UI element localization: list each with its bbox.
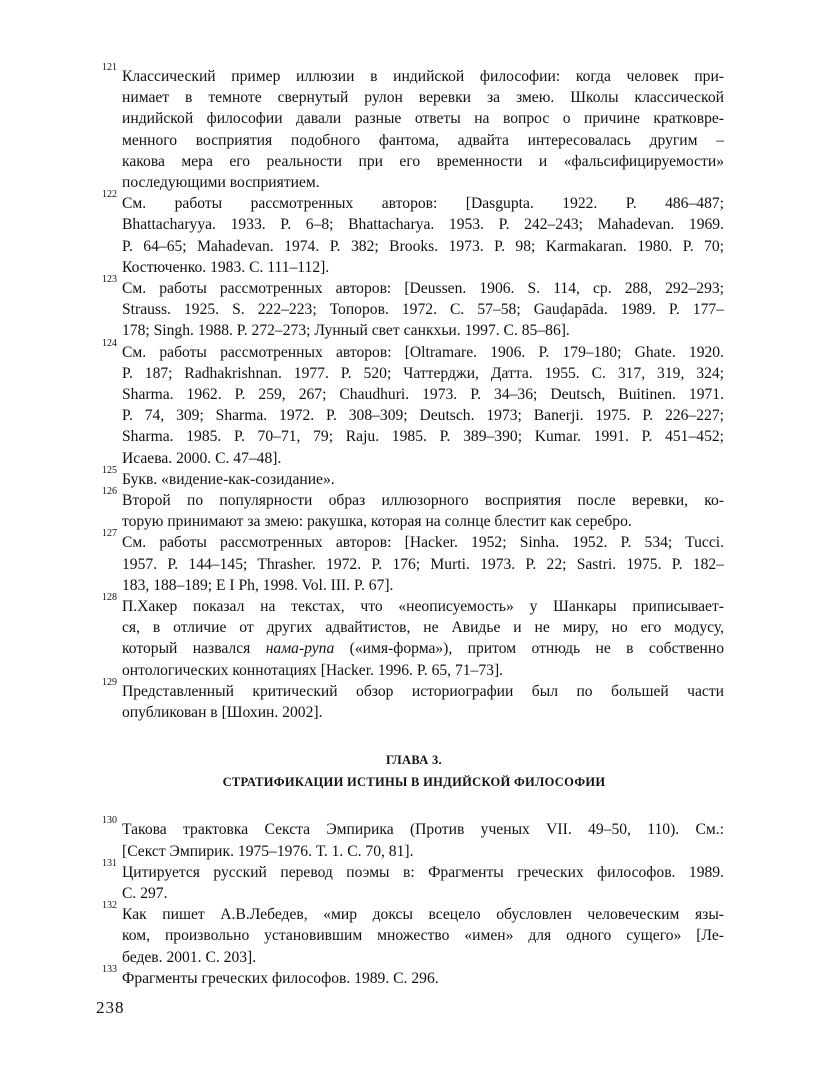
footnote	[102, 857, 724, 904]
footnote-number: 130	[102, 815, 117, 827]
footnote-line: См. работы рассмотренных авторов: [Dasgupta. 1922. P. 486–487;	[122, 195, 724, 213]
footnote-number: 132	[102, 900, 117, 912]
footnote-line: Букв. «видение-как-созидание».	[122, 470, 335, 488]
footnote-line: Sharma. 1962. P. 259, 267; Chaudhuri. 1973. P. 34–36; Deutsch, Buitinen. 1971.	[122, 386, 724, 404]
footnote	[102, 464, 724, 490]
footnote-line: последующими восприятием.	[122, 174, 320, 192]
footnote	[102, 337, 724, 469]
footnote-line: Цитируется русский перевод поэмы в: Фрагменты греческих философов. 1989.	[122, 863, 724, 881]
footnote-line: торую принимают за змею: ракушка, которая на солнце блестит как серебро.	[122, 513, 632, 531]
italic-term: нама-рупа	[265, 640, 335, 658]
footnote	[102, 592, 724, 681]
footnote-line: индийской философии давали разные ответы на вопрос о причине кратковре-	[122, 110, 724, 128]
footnote-line: какова мера его реальности при его временности и «фальсифицируемости»	[122, 152, 724, 170]
footnote-line: Второй по популярности образ иллюзорного восприятия после веревки, ко-	[122, 492, 724, 510]
footnote	[102, 963, 724, 989]
footnote-line: P. 64–65; Mahadevan. 1974. P. 382; Brooks. 1973. P. 98; Karmakaran. 1980. P. 70;	[122, 237, 724, 255]
footnote-line: Bhattacharyya. 1933. P. 6–8; Bhattacharya. 1953. P. 242–243; Mahadevan. 1969.	[122, 216, 724, 234]
footnote-line: С. 297.	[122, 884, 168, 902]
footnote-number: 128	[102, 592, 117, 604]
footnote-line: [Секст Эмпирик. 1975–1976. Т. 1. С. 70, 81].	[122, 842, 414, 860]
footnote-line: P. 74, 309; Sharma. 1972. P. 308–309; Deutsch. 1973; Banerji. 1975. P. 226–227;	[122, 407, 724, 425]
footnote-line: ся, в отличие от других адвайтистов, не Авидье и не миру, но его модусу,	[122, 619, 724, 637]
footnote-line: 183, 188–189; E I Ph, 1998. Vol. III. P. 67].	[122, 576, 394, 594]
footnote-line: 1957. P. 144–145; Thrasher. 1972. P. 176; Murti. 1973. P. 22; Sastri. 1975. P. 182–	[122, 555, 724, 573]
footnote	[102, 62, 724, 193]
footnote	[102, 900, 724, 968]
chapter-heading	[104, 749, 724, 793]
footnotes-column	[102, 62, 724, 989]
footnote-number: 133	[102, 963, 117, 975]
footnote-line: Костюченко. 1983. С. 111–112].	[122, 258, 330, 276]
footnote-line: Такова трактовка Секста Эмпирика (Против ученых VII. 49–50, 110). См.:	[122, 821, 724, 839]
footnote-line: 178; Singh. 1988. P. 272–273; Лунный свет санкхьи. 1997. С. 85–86].	[122, 322, 570, 340]
footnote-line: Представленный критический обзор историографии был по большей части	[122, 682, 724, 700]
footnote-line: ком, произвольно установившим множество «имен» для одного сущего» [Ле-	[122, 927, 724, 945]
notes-block-after	[102, 815, 724, 989]
footnote-number: 127	[102, 528, 117, 540]
footnote-number: 122	[102, 189, 117, 201]
footnote-line: менного восприятия подобного фантома, адвайта интересовалась другим –	[122, 131, 724, 149]
footnote-line: опубликован в [Шохин. 2002].	[122, 704, 323, 722]
footnote-number: 124	[102, 337, 117, 349]
footnote	[102, 676, 724, 723]
footnote-line: Классический пример иллюзии в индийской философии: когда человек при-	[122, 68, 724, 85]
footnote	[102, 815, 724, 861]
page-number: 238	[96, 998, 125, 1017]
footnote-line: P. 187; Radhakrishnan. 1977. P. 520; Чаттерджи, Датта. 1955. С. 317, 319, 324;	[122, 364, 724, 382]
chapter-label: ГЛАВА 3.	[386, 753, 442, 768]
footnote-line: П.Хакер показал на текстах, что «неописуемость» у Шанкары приписывает-	[122, 598, 724, 616]
footnote-line: См. работы рассмотренных авторов: [Hacker. 1952; Sinha. 1952. P. 534; Tucci.	[122, 534, 724, 552]
footnote	[102, 486, 724, 532]
footnote-line: онтологических коннотациях [Hacker. 1996. P. 65, 71–73].	[122, 661, 504, 679]
footnote-line: См. работы рассмотренных авторов: [Oltramare. 1906. P. 179–180; Ghate. 1920.	[122, 343, 724, 361]
footnote-number: 121	[102, 62, 117, 73]
footnote-line: Как пишет А.В.Лебедев, «мир доксы всецело обусловлен человеческим язы-	[122, 906, 724, 924]
footnote-number: 131	[102, 857, 117, 869]
footnote-line: который назвался нама-рупа («имя-форма»), притом отнюдь не в собственно	[122, 640, 724, 658]
footnote	[102, 274, 724, 342]
footnote-line: Фрагменты греческих философов. 1989. С. 296.	[122, 969, 439, 987]
footnote-number: 129	[102, 676, 117, 688]
footnote-number: 126	[102, 486, 117, 498]
footnote-line: бедев. 2001. С. 203].	[122, 948, 257, 966]
footnote-line: нимает в темноте свернутый рулон веревки за змею. Школы классической	[122, 89, 724, 107]
footnote-line: Исаева. 2000. С. 47–48].	[122, 449, 282, 467]
footnote-line: См. работы рассмотренных авторов: [Deussen. 1906. S. 114, ср. 288, 292–293;	[122, 280, 724, 298]
footnote-number: 123	[102, 274, 117, 286]
footnote-line: Sharma. 1985. P. 70–71, 79; Raju. 1985. P. 389–390; Kumar. 1991. P. 451–452;	[122, 428, 724, 446]
footnote-number: 125	[102, 464, 117, 476]
footnote	[102, 528, 724, 596]
notes-block-before	[102, 62, 724, 723]
footnote-line: Strauss. 1925. S. 222–223; Топоров. 1972. С. 57–58; Gauḍapāda. 1989. P. 177–	[122, 301, 724, 319]
chapter-title: СТРАТИФИКАЦИИ ИСТИНЫ В ИНДИЙСКОЙ ФИЛОСОФИИ	[222, 775, 606, 790]
footnote	[102, 189, 724, 278]
